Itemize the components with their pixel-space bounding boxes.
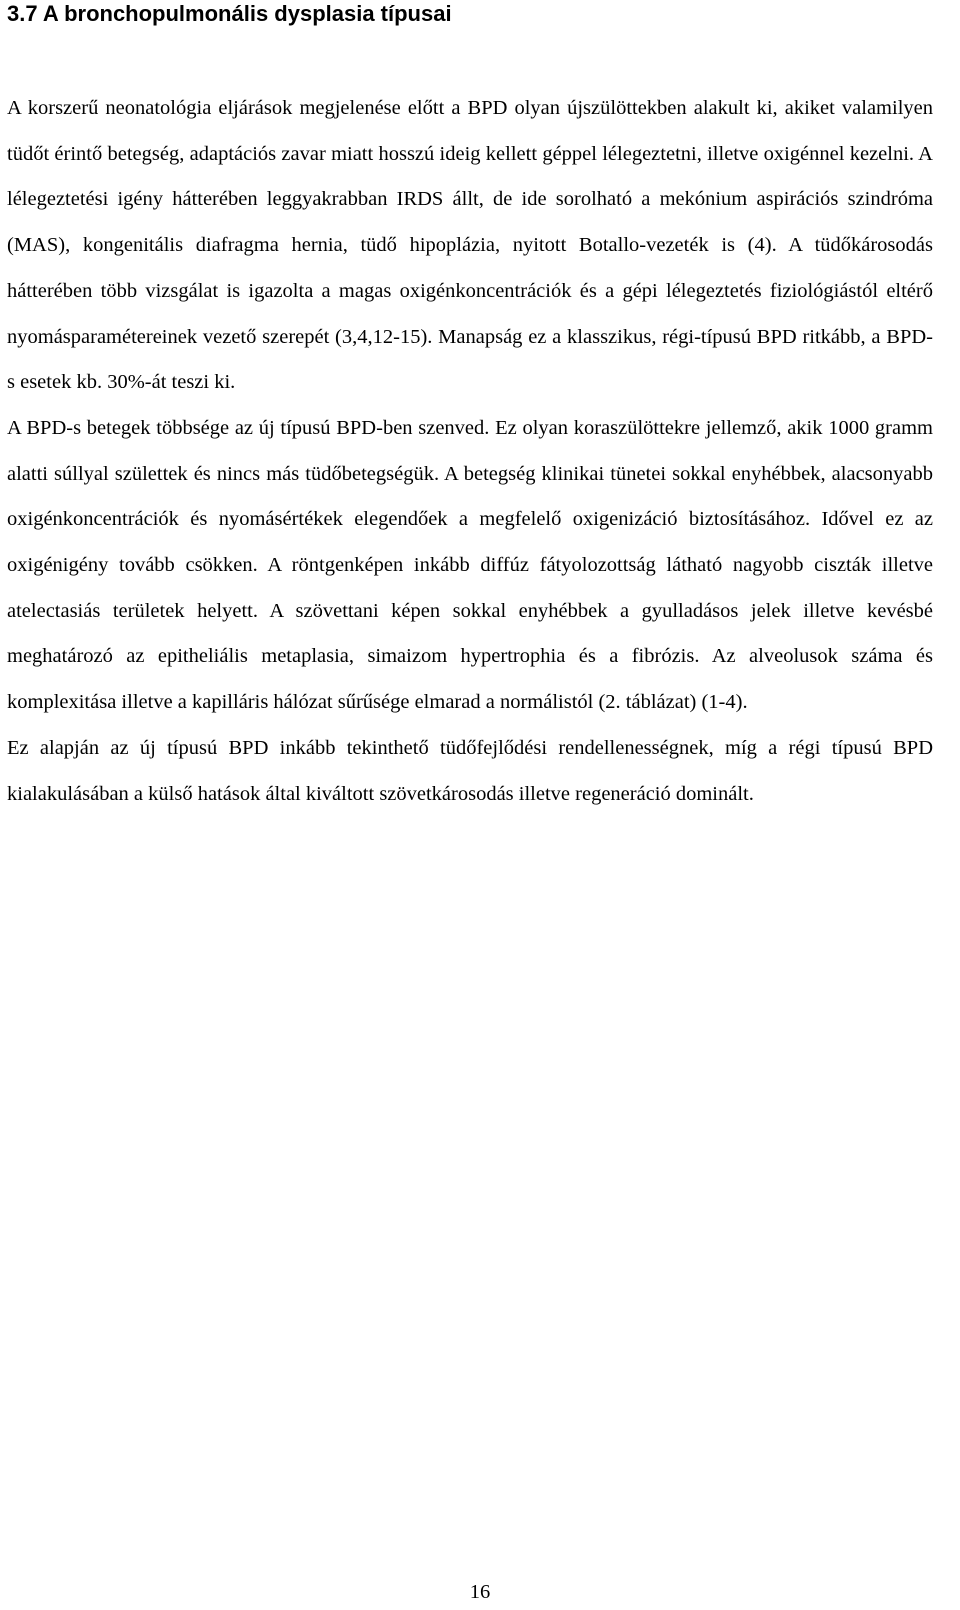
paragraph-classic-bpd: A korszerű neonatológia eljárások megjelenése előtt a BPD olyan újszülöttekben alakult ki, akiket valamilyen tüdőt érintő betegség, adaptációs zavar miatt hosszú ideig kellett géppel lélegeztetni, illetve oxigénnel kezelni. A lélegeztetési igény hátterében leggyakrabban IRDS állt, de ide sorolható a mekónium aspirációs szindróma (MAS), kongenitális diafragma hernia, tüdő hipoplázia, nyitott Botallo-vezeték is (4). A tüdőkárosodás hátterében több vizsgálat is igazolta a magas oxigénkoncentrációk és a gépi lélegeztetés fiziológiástól eltérő nyomásparamétereinek vezető szerepét (3,4,12-15). Manapság ez a klasszikus, régi-típusú BPD ritkább, a BPD-s esetek kb. 30%-át teszi ki. xyxy=(7,97,933,394)
paragraph-new-bpd: A BPD-s betegek többsége az új típusú BPD-ben szenved. Ez olyan koraszülöttekre jellemző, akik 1000 gramm alatti súllyal születtek és nincs más tüdőbetegségük. A betegség klinikai tünetei sokkal enyhébbek, alacsonyabb oxigénkoncentrációk és nyomásértékek elegendőek a megfelelő oxigenizáció biztosításához. Idővel ez az oxigénigény tovább csökken. A röntgenképen inkább diffúz fátyolozottság látható nagyobb ciszták illetve atelectasiás területek helyett. A szövettani képen sokkal enyhébbek a gyulladásos jelek illetve kevésbé meghatározó az epitheliális metaplasia, simaizom hypertrophia és a fibrózis. Az alveolusok száma és komplexitása illetve a kapilláris hálózat sűrűsége elmarad a normálistól (2. táblázat) (1-4). xyxy=(7,416,933,714)
body-text xyxy=(7,86,933,817)
section-heading: 3.7 A bronchopulmonális dysplasia típusai xyxy=(7,1,452,26)
page-number: 16 xyxy=(469,1581,491,1603)
paragraph-conclusion: Ez alapján az új típusú BPD inkább tekinthető tüdőfejlődési rendellenességnek, míg a régi típusú BPD kialakulásában a külső hatások által kiváltott szövetkárosodás illetve regeneráció dominált. xyxy=(7,736,933,805)
